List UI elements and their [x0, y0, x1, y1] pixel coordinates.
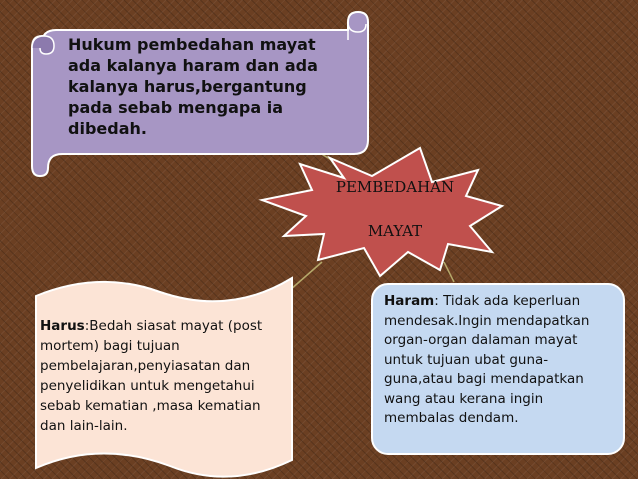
left-note-text: [40, 316, 290, 436]
center-starburst: [262, 148, 502, 276]
right-note-text: [384, 292, 610, 429]
left-note-body: :Bedah siasat mayat (post mortem) bagi tujuan pembelajaran,penyiasatan dan penyelidikan untuk mengetahui sebab kematian ,masa kematian dan lain-lain.: [40, 318, 263, 434]
connector-left: [290, 262, 322, 290]
left-note-heading: Harus: [40, 318, 85, 334]
center-title-line2: MAYAT: [367, 222, 423, 240]
right-note-heading: Haram: [384, 293, 435, 309]
right-note-body: : Tidak ada keperluan mendesak.Ingin mendapatkan organ-organ dalaman mayat untuk tujuan ubat guna-guna,atau bagi mendapatkan wang atau kerana ingin membalas dendam.: [384, 293, 590, 426]
top-scroll-text: Hukum pembedahan mayat ada kalanya haram dan ada kalanya harus,bergantung pada sebab mengapa ia dibedah.: [68, 35, 318, 138]
center-title-line1: PEMBEDAHAN: [335, 178, 455, 196]
connector-right: [444, 262, 454, 282]
